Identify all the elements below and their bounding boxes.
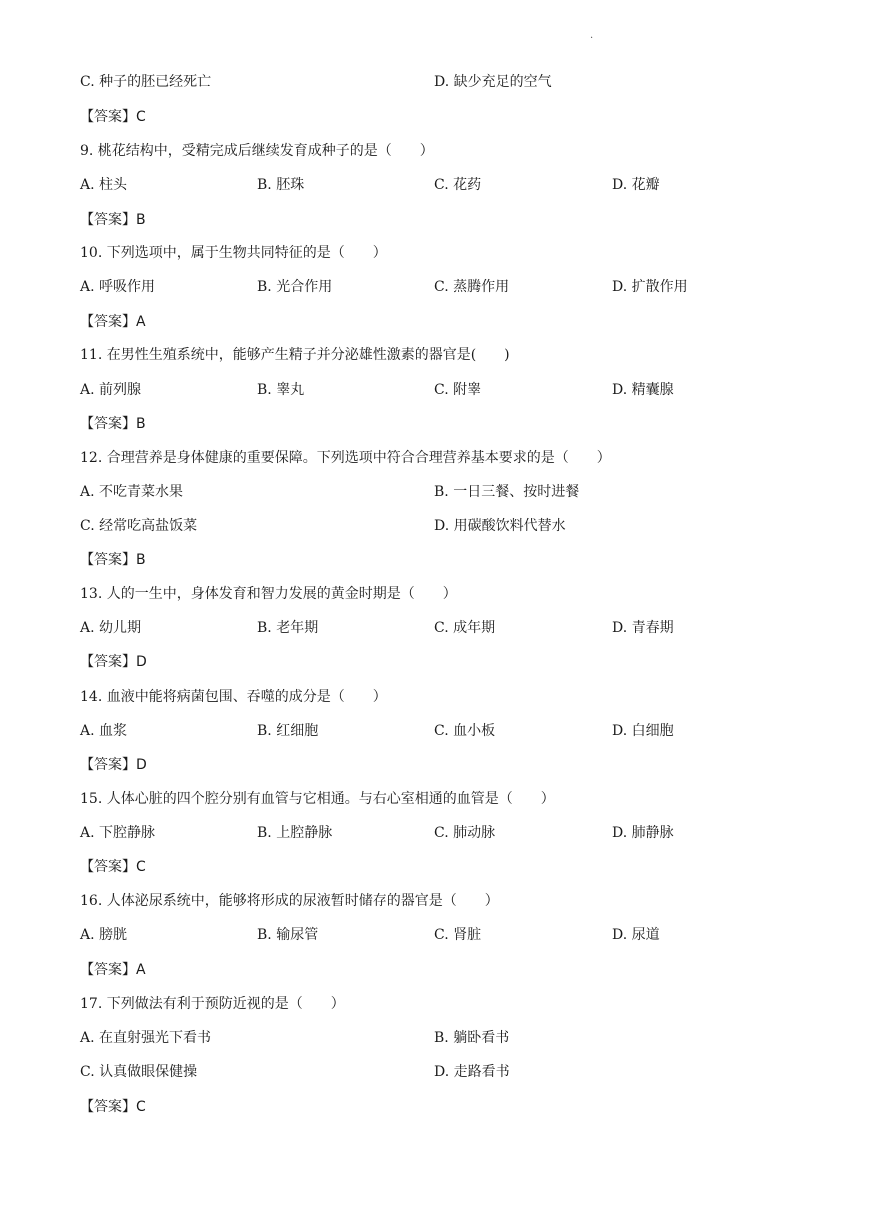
q14-answer: 【答案】D <box>80 757 147 773</box>
q10-answer: 【答案】A <box>80 314 146 330</box>
q13-option-b: B. 老年期 <box>257 620 319 636</box>
q12-option-b: B. 一日三餐、按时进餐 <box>434 484 580 500</box>
q11-option-a: A. 前列腺 <box>80 382 142 398</box>
q8-answer: 【答案】C <box>80 109 146 125</box>
q15-option-d: D. 肺静脉 <box>612 825 674 841</box>
q9-answer: 【答案】B <box>80 212 146 228</box>
q16-option-d: D. 尿道 <box>612 927 660 943</box>
q14-option-b: B. 红细胞 <box>257 723 319 739</box>
q11-option-b: B. 睾丸 <box>257 382 305 398</box>
q12-option-d: D. 用碳酸饮料代替水 <box>434 518 566 534</box>
q9-option-d: D. 花瓣 <box>612 177 660 193</box>
q14-option-a: A. 血浆 <box>80 723 128 739</box>
q13-option-a: A. 幼儿期 <box>80 620 142 636</box>
q13-option-c: C. 成年期 <box>434 620 496 636</box>
q15-answer: 【答案】C <box>80 859 146 875</box>
q17-option-a: A. 在直射强光下看书 <box>80 1030 212 1046</box>
q11-stem: 11. 在男性生殖系统中，能够产生精子并分泌雄性激素的器官是( ) <box>80 347 510 363</box>
q15-option-b: B. 上腔静脉 <box>257 825 333 841</box>
q16-answer: 【答案】A <box>80 962 146 978</box>
q9-option-c: C. 花药 <box>434 177 482 193</box>
q12-stem: 12. 合理营养是身体健康的重要保障。下列选项中符合合理营养基本要求的是（ ） <box>80 450 611 466</box>
q8-option-d: D. 缺少充足的空气 <box>434 74 552 90</box>
q14-option-c: C. 血小板 <box>434 723 496 739</box>
q15-stem: 15. 人体心脏的四个腔分别有血管与它相通。与右心室相通的血管是（ ） <box>80 791 555 807</box>
q12-option-a: A. 不吃青菜水果 <box>80 484 184 500</box>
q16-option-c: C. 肾脏 <box>434 927 482 943</box>
q16-option-b: B. 输尿管 <box>257 927 319 943</box>
q17-answer: 【答案】C <box>80 1099 146 1115</box>
q15-option-a: A. 下腔静脉 <box>80 825 156 841</box>
q8-option-c: C. 种子的胚已经死亡 <box>80 74 212 90</box>
q13-answer: 【答案】D <box>80 654 147 670</box>
q9-option-b: B. 胚珠 <box>257 177 305 193</box>
q11-option-c: C. 附睾 <box>434 382 482 398</box>
q11-answer: 【答案】B <box>80 416 146 432</box>
header-mark: . <box>590 30 594 41</box>
q10-option-b: B. 光合作用 <box>257 279 333 295</box>
q16-stem: 16. 人体泌尿系统中，能够将形成的尿液暂时储存的器官是（ ） <box>80 893 499 909</box>
q9-option-a: A. 柱头 <box>80 177 128 193</box>
q9-stem: 9. 桃花结构中，受精完成后继续发育成种子的是（ ） <box>80 143 434 159</box>
q13-stem: 13. 人的一生中，身体发育和智力发展的黄金时期是（ ） <box>80 586 457 602</box>
q12-answer: 【答案】B <box>80 552 146 568</box>
q10-option-a: A. 呼吸作用 <box>80 279 156 295</box>
q15-option-c: C. 肺动脉 <box>434 825 496 841</box>
q10-option-d: D. 扩散作用 <box>612 279 688 295</box>
q12-option-c: C. 经常吃高盐饭菜 <box>80 518 198 534</box>
q17-stem: 17. 下列做法有利于预防近视的是（ ） <box>80 996 345 1012</box>
q17-option-d: D. 走路看书 <box>434 1064 510 1080</box>
q16-option-a: A. 膀胱 <box>80 927 128 943</box>
q17-option-b: B. 躺卧看书 <box>434 1030 510 1046</box>
q10-stem: 10. 下列选项中，属于生物共同特征的是（ ） <box>80 245 387 261</box>
q10-option-c: C. 蒸腾作用 <box>434 279 510 295</box>
q14-stem: 14. 血液中能将病菌包围、吞噬的成分是（ ） <box>80 689 387 705</box>
q14-option-d: D. 白细胞 <box>612 723 674 739</box>
q17-option-c: C. 认真做眼保健操 <box>80 1064 198 1080</box>
q11-option-d: D. 精囊腺 <box>612 382 674 398</box>
q13-option-d: D. 青春期 <box>612 620 674 636</box>
